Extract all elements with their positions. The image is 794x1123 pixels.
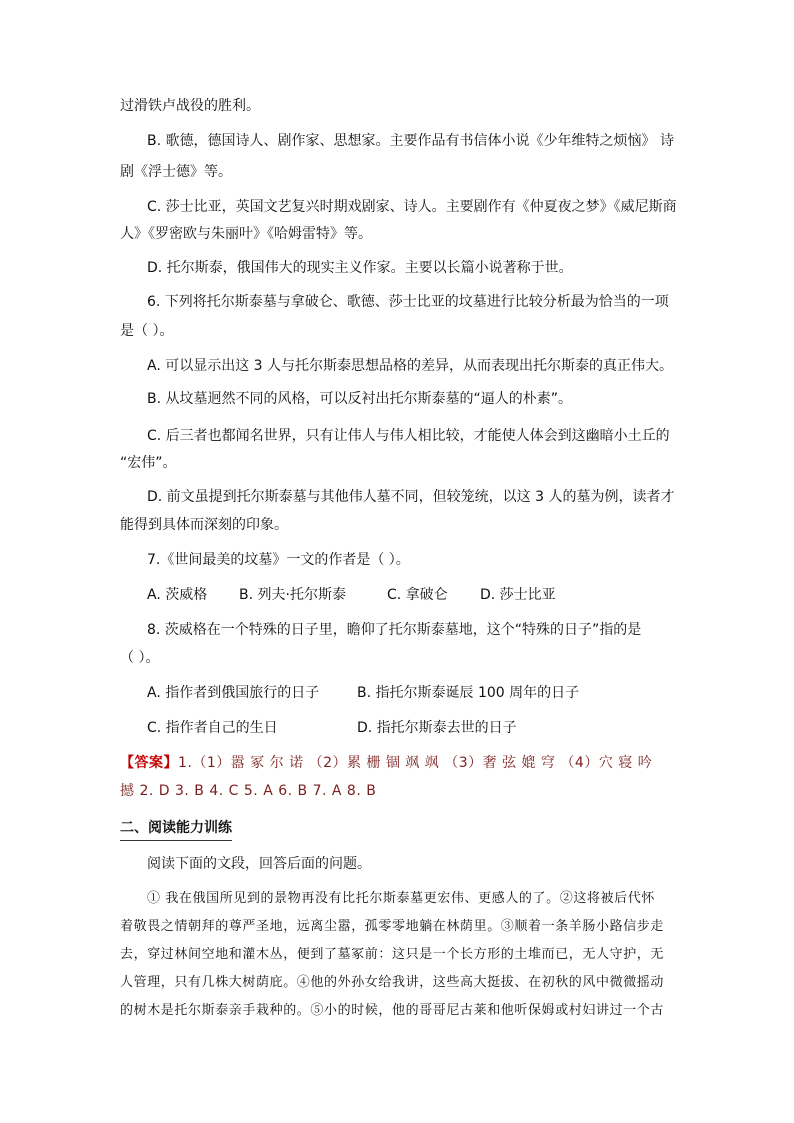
q8-option-b: B. 指托尔斯泰诞辰 100 周年的日子 <box>357 685 580 701</box>
q8-option-a: A. 指作者到俄国旅行的日子 <box>147 685 320 701</box>
text-line: 人》《罗密欧与朱丽叶》《哈姆雷特》等。 <box>120 226 372 242</box>
text-line: 能得到具体而深刻的印象。 <box>120 517 288 533</box>
q7-option-b: B. 列夫·托尔斯泰 <box>239 587 346 603</box>
answer-text: 1.（1）嚣 冢 尔 诺 （2）累 栅 锢 飒 飒 （3）奢 弦 媲 穹 （4）穴 寝 吟 <box>178 755 653 771</box>
section-title: 二、阅读能力训练 <box>120 818 232 841</box>
text-line: “宏伟”。 <box>120 455 177 471</box>
q8-option-d: D. 指托尔斯泰去世的日子 <box>357 720 517 736</box>
text-line: 剧《浮士德》等。 <box>120 164 232 180</box>
question-6: 6. 下列将托尔斯泰墓与拿破仑、歌德、莎士比亚的坟墓进行比较分析最为恰当的一项 <box>147 294 669 310</box>
passage-line: 着敬畏之情朝拜的尊严圣地，远离尘嚣，孤零零地躺在林荫里。③顺着一条羊肠小路信步走 <box>120 919 665 934</box>
passage-line: 去，穿过林间空地和灌木丛，便到了墓冢前：这只是一个长方形的土堆而已，无人守护，无 <box>120 947 665 962</box>
q7-option-c: C. 拿破仑 <box>387 587 448 603</box>
q6-option-c: C. 后三者也都闻名世界，只有让伟人与伟人相比较，才能使人体会到这幽暗小土丘的 <box>147 428 670 444</box>
text-line: （ ）。 <box>120 650 160 666</box>
answer-line-2 <box>120 781 376 801</box>
text-line: 是（ ）。 <box>120 323 174 339</box>
answer-line <box>120 753 652 773</box>
section-instruction: 阅读下面的文段，回答后面的问题。 <box>147 856 371 872</box>
answer-label: 【答案】 <box>120 755 178 771</box>
question-7: 7.《世间最美的坟墓》一文的作者是（ ）。 <box>147 552 410 568</box>
answer-text-2: 撼 2. D 3. B 4. C 5. A 6. B 7. A 8. B <box>120 783 377 799</box>
passage-line: ① 我在俄国所见到的景物再没有比托尔斯泰墓更宏伟、更感人的了。②这将被后代怀 <box>147 891 655 906</box>
q6-option-b: B. 从坟墓迥然不同的风格，可以反衬出托尔斯泰墓的“逼人的朴素”。 <box>147 391 573 407</box>
text-line: 过滑铁卢战役的胜利。 <box>120 98 260 114</box>
q8-options-row1 <box>147 683 579 703</box>
option-d-tolstoy: D. 托尔斯泰，俄国伟大的现实主义作家。主要以长篇小说著称于世。 <box>147 260 573 276</box>
option-c-shakespeare: C. 莎士比亚，英国文艺复兴时期戏剧家、诗人。主要剧作有《仲夏夜之梦》《威尼斯商 <box>147 199 677 215</box>
q7-options <box>147 585 556 605</box>
question-8: 8. 茨威格在一个特殊的日子里，瞻仰了托尔斯泰墓地，这个“特殊的日子”指的是 <box>147 622 642 638</box>
q6-option-d: D. 前文虽提到托尔斯泰墓与其他伟人墓不同，但较笼统，以这 3 人的墓为例，读者才 <box>147 489 675 505</box>
passage-line: 的树木是托尔斯泰亲手栽种的。⑤小的时候，他的哥哥尼古莱和他听保姆或村妇讲过一个古 <box>120 1003 665 1018</box>
q8-options-row2 <box>147 718 517 738</box>
q8-option-c: C. 指作者自己的生日 <box>147 720 278 736</box>
q7-option-d: D. 莎士比亚 <box>480 587 556 603</box>
q7-option-a: A. 茨威格 <box>147 587 208 603</box>
q6-option-a: A. 可以显示出这 3 人与托尔斯泰思想品格的差异，从而表现出托尔斯泰的真正伟大。 <box>147 358 674 374</box>
option-b-goethe: B. 歌德，德国诗人、剧作家、思想家。主要作品有书信体小说《少年维特之烦恼》 诗 <box>147 133 674 149</box>
passage-line: 人管理，只有几株大树荫庇。④他的外孙女给我讲，这些高大挺拔、在初秋的风中微微摇动 <box>120 975 665 990</box>
